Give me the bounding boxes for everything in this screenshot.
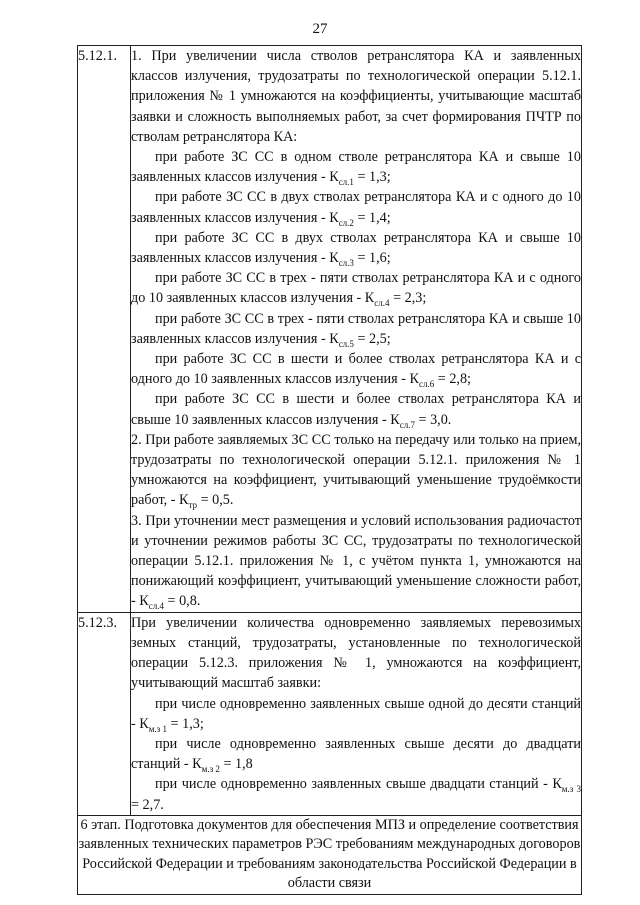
coefficient-case: при работе ЗС СС в шести и более стволах ретранслятора КА и свыше 10 заявленных классов излучения - $К_{сл.7} = 3,0$. bbox=[131, 391, 581, 430]
coefficient-case: при работе ЗС СС в шести и более стволах ретранслятора КА и с одного до 10 заявленных классов излучения - $К_{сл.6} = 2,8$; bbox=[131, 351, 581, 390]
row-2-intro: При увеличении количества одновременно заявляемых перевозимых земных станций, трудозатраты, установленные по технологической операции 5.12.3. приложения № 1, умножаются на коэффициент, учитывающий масштаб заявки: bbox=[131, 614, 581, 692]
stage-heading: 6 этап. Подготовка документов для обеспечения МПЗ и определение соответствия заявленных технических параметров РЭС требованиям международных договоров Российской Федерации и требованиям законодательства Российской Федерации в области связи bbox=[78, 815, 582, 894]
coefficient-case: при числе одновременно заявленных свыше двадцати станций - $К_{м.з 3} = 2,7$. bbox=[131, 776, 581, 813]
item-3: 3. При уточнении мест размещения и условий использования радиочастот и уточнении режимов работы ЗС СС, трудозатраты по технологической операции 5.12.1. приложения № 1, с учётом пункта 1, умножаются на понижающий коэффициент, учитывающий уменьшение сложности работ, - $К_{сл.4} = 0,8$. bbox=[131, 512, 581, 612]
coefficient-case: при работе ЗС СС в двух стволах ретранслятора КА и с одного до 10 заявленных классов излучения - $К_{сл.2} = 1,4$; bbox=[131, 189, 581, 228]
item-1-intro: 1. При увеличении числа стволов ретранслятора КА и заявленных классов излучения, трудозатраты по технологической операции 5.12.1. приложения № 1 умножаются на коэффициенты, учитывающие масштаб заявки и сложность выполняемых работ, за счет формирования ПЧТР по стволам ретранслятора КА: bbox=[131, 48, 581, 145]
operation-number: 5.12.3. bbox=[78, 612, 131, 815]
table-row bbox=[78, 815, 582, 894]
coefficient-case: при работе ЗС СС в двух стволах ретранслятора КА и свыше 10 заявленных классов излучения - $К_{сл.3} = 1,6$; bbox=[131, 229, 581, 268]
coefficient-case: при числе одновременно заявленных свыше десяти до двадцати станций - $К_{м.з 2} = 1,8$ bbox=[131, 735, 581, 774]
page-number: 27 bbox=[312, 21, 328, 37]
item-2: 2. При работе заявляемых ЗС СС только на передачу или только на прием, трудозатраты по технологической операции 5.12.1. приложения № 1 умножаются на коэффициент, учитывающий уменьшение трудоёмкости работ, - $К_{тр} = 0,5$. bbox=[131, 431, 581, 511]
coefficient-case: при работе ЗС СС в трех - пяти стволах ретранслятора КА и свыше 10 заявленных классов излучения - $К_{сл.5} = 2,5$; bbox=[131, 310, 581, 349]
coefficients-table bbox=[77, 45, 582, 895]
operation-description bbox=[131, 612, 582, 815]
coefficient-case: при числе одновременно заявленных свыше одной до десяти станций - $К_{м.з 1} = 1,3$; bbox=[131, 695, 581, 734]
operation-number: 5.12.1. bbox=[78, 46, 131, 613]
table-row bbox=[78, 46, 582, 613]
coefficient-case: при работе ЗС СС в одном стволе ретранслятора КА и свыше 10 заявленных классов излучения - $К_{сл.1} = 1,3$; bbox=[131, 149, 581, 188]
coefficient-case: при работе ЗС СС в трех - пяти стволах ретранслятора КА и с одного до 10 заявленных классов излучения - $К_{сл.4} = 2,3$; bbox=[131, 270, 581, 309]
table-row bbox=[78, 612, 582, 815]
operation-description bbox=[131, 46, 582, 613]
